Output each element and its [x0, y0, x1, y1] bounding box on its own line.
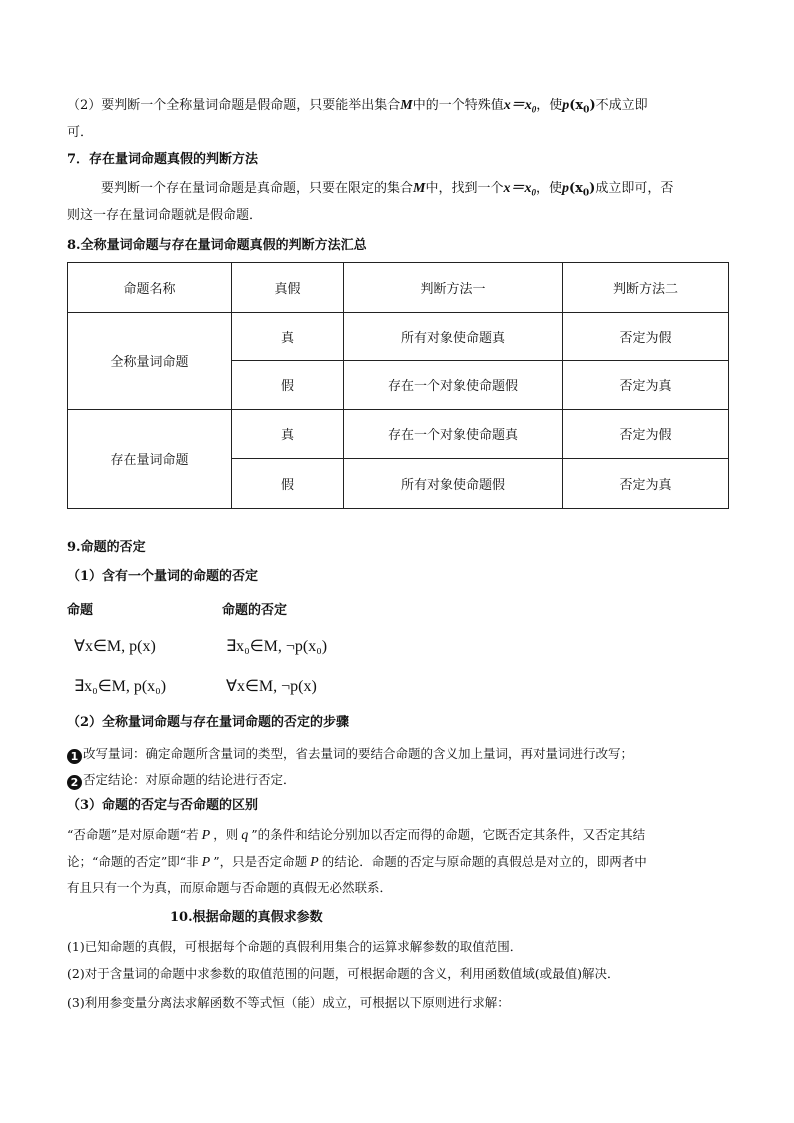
formula-negation-2: ∀x∈M, ¬p(x) — [226, 678, 317, 695]
text: 论；“命题的否定”即“非 — [67, 854, 199, 869]
section-10-heading: 10.根据命题的真假求参数 — [170, 910, 323, 925]
table-header-row — [68, 263, 729, 313]
var-p: p — [562, 181, 569, 196]
var-p: p — [562, 98, 570, 113]
table-cell: 存在一个对象使命题假 — [344, 361, 563, 409]
subscript: 0 — [583, 105, 590, 116]
text: ，使 — [535, 181, 562, 196]
distinction-line1 — [67, 826, 645, 845]
var-M: M — [400, 98, 413, 113]
table-cell: 假 — [232, 458, 344, 508]
group-name-cell: 全称量词命题 — [68, 313, 232, 409]
table-cell: 假 — [232, 361, 344, 409]
text: “否命题”是对原命题“若 — [67, 827, 199, 842]
var-P: P — [310, 855, 319, 870]
summary-table — [67, 262, 729, 509]
table-cell: 否定为假 — [563, 409, 729, 458]
var-x: x＝x — [503, 181, 532, 196]
formula-negation-1: ∃x₀∈M, ¬p(x₀) — [226, 638, 328, 655]
var-P: P — [201, 828, 211, 843]
table-cell: 否定为假 — [563, 313, 729, 361]
section-10-item3: (3)利用参变量分离法求解函数不等式恒（能）成立，可根据以下原则进行求解： — [67, 995, 510, 1010]
formula-proposition-1: ∀x∈M, p(x) — [74, 638, 156, 655]
step-number-badge: 2 — [67, 775, 82, 790]
text: 中，找到一个 — [425, 181, 504, 196]
step-text: 改写量词：确定命题所含量词的类型，省去量词的要结合命题的含义加上量词，再对量词进行改写； — [83, 746, 634, 761]
step-1 — [67, 745, 633, 764]
text: ，则 — [213, 827, 239, 842]
section-9-heading: 9.命题的否定 — [67, 540, 146, 555]
text: 成立即可，否 — [595, 181, 674, 196]
section-9-sub3: （3）命题的否定与否命题的区别 — [67, 798, 259, 813]
step-number-badge: 1 — [67, 749, 82, 764]
text: ) — [589, 98, 596, 113]
step-text: 否定结论：对原命题的结论进行否定． — [83, 772, 296, 787]
header-cell: 判断方法二 — [563, 263, 729, 313]
text: ”，只是否定命题 — [213, 854, 308, 869]
text: ”的条件和结论分别加以否定而得的命题，它既否定其条件，又否定其结 — [251, 827, 646, 842]
para-2-line2: 可． — [67, 125, 94, 140]
text: 不成立即 — [595, 98, 648, 113]
header-cell: 真假 — [232, 263, 344, 313]
section-10-item1: (1)已知命题的真假，可根据每个命题的真假利用集合的运算求解参数的取值范围． — [67, 939, 523, 954]
subscript: 0 — [531, 187, 536, 198]
text: ) — [589, 181, 596, 196]
col-header-proposition: 命题 — [67, 603, 94, 618]
text: 的结论．命题的否定与原命题的真假总是对立的，即两者中 — [321, 854, 647, 869]
section-8-heading: 8.全称量词命题与存在量词命题真假的判断方法汇总 — [67, 238, 367, 253]
text: 要判断一个存在量词命题是真命题，只要在限定的集合 — [101, 181, 414, 196]
table-cell: 所有对象使命题假 — [344, 458, 563, 508]
header-cell: 命题名称 — [68, 263, 232, 313]
table-cell: 真 — [232, 409, 344, 458]
section-9-sub2: （2）全称量词命题与存在量词命题的否定的步骤 — [67, 715, 350, 730]
header-cell: 判断方法一 — [344, 263, 563, 313]
section-7-line2: 则这一存在量词命题就是假命题． — [67, 208, 263, 223]
text: (x — [569, 181, 583, 196]
section-7-heading: 7．存在量词命题真假的判断方法 — [67, 152, 259, 167]
distinction-line2 — [67, 853, 647, 872]
table-row — [68, 313, 729, 361]
var-M: M — [413, 181, 426, 196]
table-cell: 存在一个对象使命题真 — [344, 409, 563, 458]
para-2-line1 — [67, 97, 648, 120]
formula-proposition-2: ∃x₀∈M, p(x₀) — [74, 678, 167, 695]
text: ，使 — [536, 98, 563, 113]
subscript: 0 — [531, 104, 537, 115]
step-2 — [67, 771, 296, 790]
subscript: 0 — [582, 188, 590, 199]
distinction-line3: 有且只有一个为真，而原命题与否命题的真假无必然联系． — [67, 880, 393, 895]
group-name-cell: 存在量词命题 — [68, 409, 232, 508]
text: (x — [569, 98, 584, 113]
section-7-line1 — [101, 180, 673, 203]
table-cell: 真 — [232, 313, 344, 361]
section-10-item2: (2)对于含量词的命题中求参数的取值范围的问题，可根据命题的含义，利用函数值域(或最值)解决． — [67, 966, 620, 981]
section-9-sub1: （1）含有一个量词的命题的否定 — [67, 569, 259, 584]
table-cell: 否定为真 — [563, 458, 729, 508]
var-x: x＝x — [503, 98, 532, 113]
text: 中的一个特殊值 — [412, 98, 504, 113]
table-cell: 所有对象使命题真 — [344, 313, 563, 361]
var-q: q — [241, 828, 249, 843]
col-header-negation: 命题的否定 — [222, 603, 288, 618]
text: （2）要判断一个全称量词命题是假命题，只要能举出集合 — [67, 98, 401, 113]
table-row — [68, 409, 729, 458]
table-cell: 否定为真 — [563, 361, 729, 409]
var-P: P — [201, 855, 211, 870]
